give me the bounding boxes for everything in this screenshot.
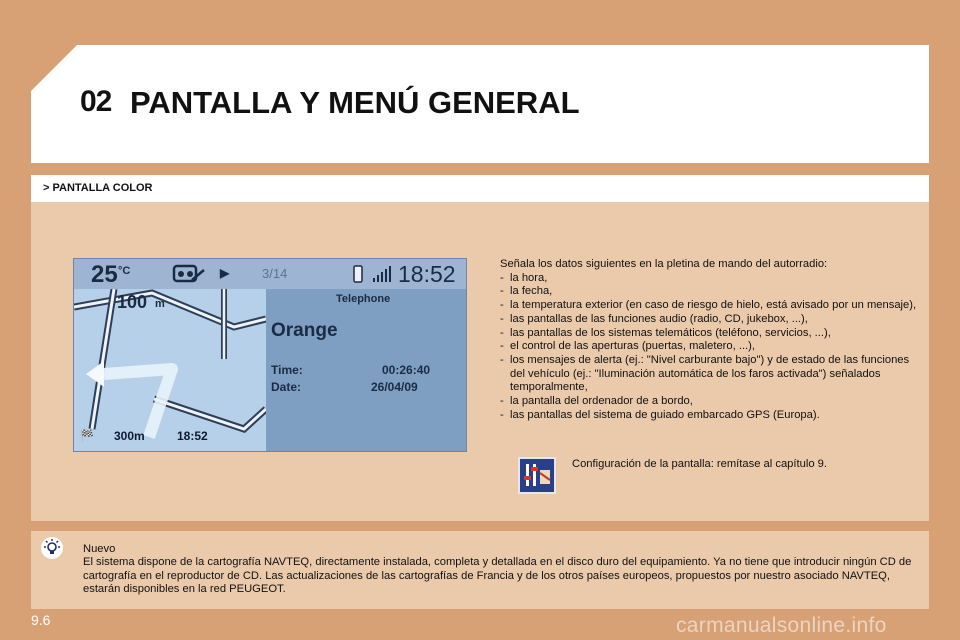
info-list [500,272,920,423]
page-number: 9.6 [31,612,51,628]
temperature-unit: °C [118,265,131,277]
chapter-number: 02 [80,85,112,118]
list-item: - las pantallas del sistema de guiado embarcado GPS (Europa). [500,409,920,423]
date-label: Date: [271,380,302,394]
time-label: Time: [271,363,303,377]
tape-icon [172,262,206,286]
play-icon: ▶ [220,266,230,280]
section-bar [31,175,929,202]
source-label: Telephone [336,293,391,305]
display-settings-icon [518,457,556,494]
time-value: 00:26:40 [382,363,431,377]
list-item: - la fecha, [500,285,920,299]
section-label: > PANTALLA COLOR [43,182,153,194]
page-title: PANTALLA Y MENÚ GENERAL [130,85,580,120]
list-item: - la pantalla del ordenador de a bordo, [500,395,920,409]
signal-strength-icon [373,266,393,282]
temperature-value: 25 [91,261,118,288]
note-body: El sistema dispone de la cartografía NAVTEQ, directamente instalada, completa y detallada en el disco duro del equipamiento. Ya no tiene que introducir ningún CD de cartografía en el reproductor de CD. Las actualizaciones de las cartografías de Francia y de los otros países europeos, propuestos por nuestro asociado NAVTEQ, estarán disponibles en la red PEUGEOT. [83,556,912,595]
list-item: - la temperatura exterior (en caso de riesgo de hielo, está avisado por un mensaje), [500,299,920,313]
track-counter: 3/14 [262,266,288,281]
list-item: - las pantallas de las funciones audio (radio, CD, jukebox, ...), [500,313,920,327]
list-item: - el control de las aperturas (puertas, maletero, ...), [500,340,920,354]
list-item: - los mensajes de alerta (ej.: "Nivel carburante bajo") y de estado de las funciones del vehículo (ej.: "Iluminación automática de los faros activada") señalados temporalmente, [500,354,920,395]
phone-icon [353,265,363,283]
navigation-map [74,289,266,451]
operator-name: Orange [271,320,338,341]
config-text: Configuración de la pantalla: remítase al capítulo 9. [572,458,827,470]
note-box [31,531,929,609]
list-item: - las pantallas de los sistemas telemáticos (teléfono, servicios, ...), [500,327,920,341]
info-text [500,258,920,422]
light-bulb-icon [41,537,63,559]
note-title: Nuevo [83,543,116,555]
distance-value: 100 [117,292,148,312]
list-item: - la hora, [500,272,920,286]
watermark: carmanualsonline.info [676,614,887,637]
clock: 18:52 [398,261,456,287]
date-value: 26/04/09 [371,380,418,394]
distance-unit: m [155,298,165,310]
display-screen [73,258,467,452]
remaining-distance: 300m [114,429,145,443]
info-intro: Señala los datos siguientes en la pletina de mando del autorradio: [500,258,828,270]
arrival-time: 18:52 [177,429,208,443]
checkered-flag-icon: 🏁 [80,430,94,442]
